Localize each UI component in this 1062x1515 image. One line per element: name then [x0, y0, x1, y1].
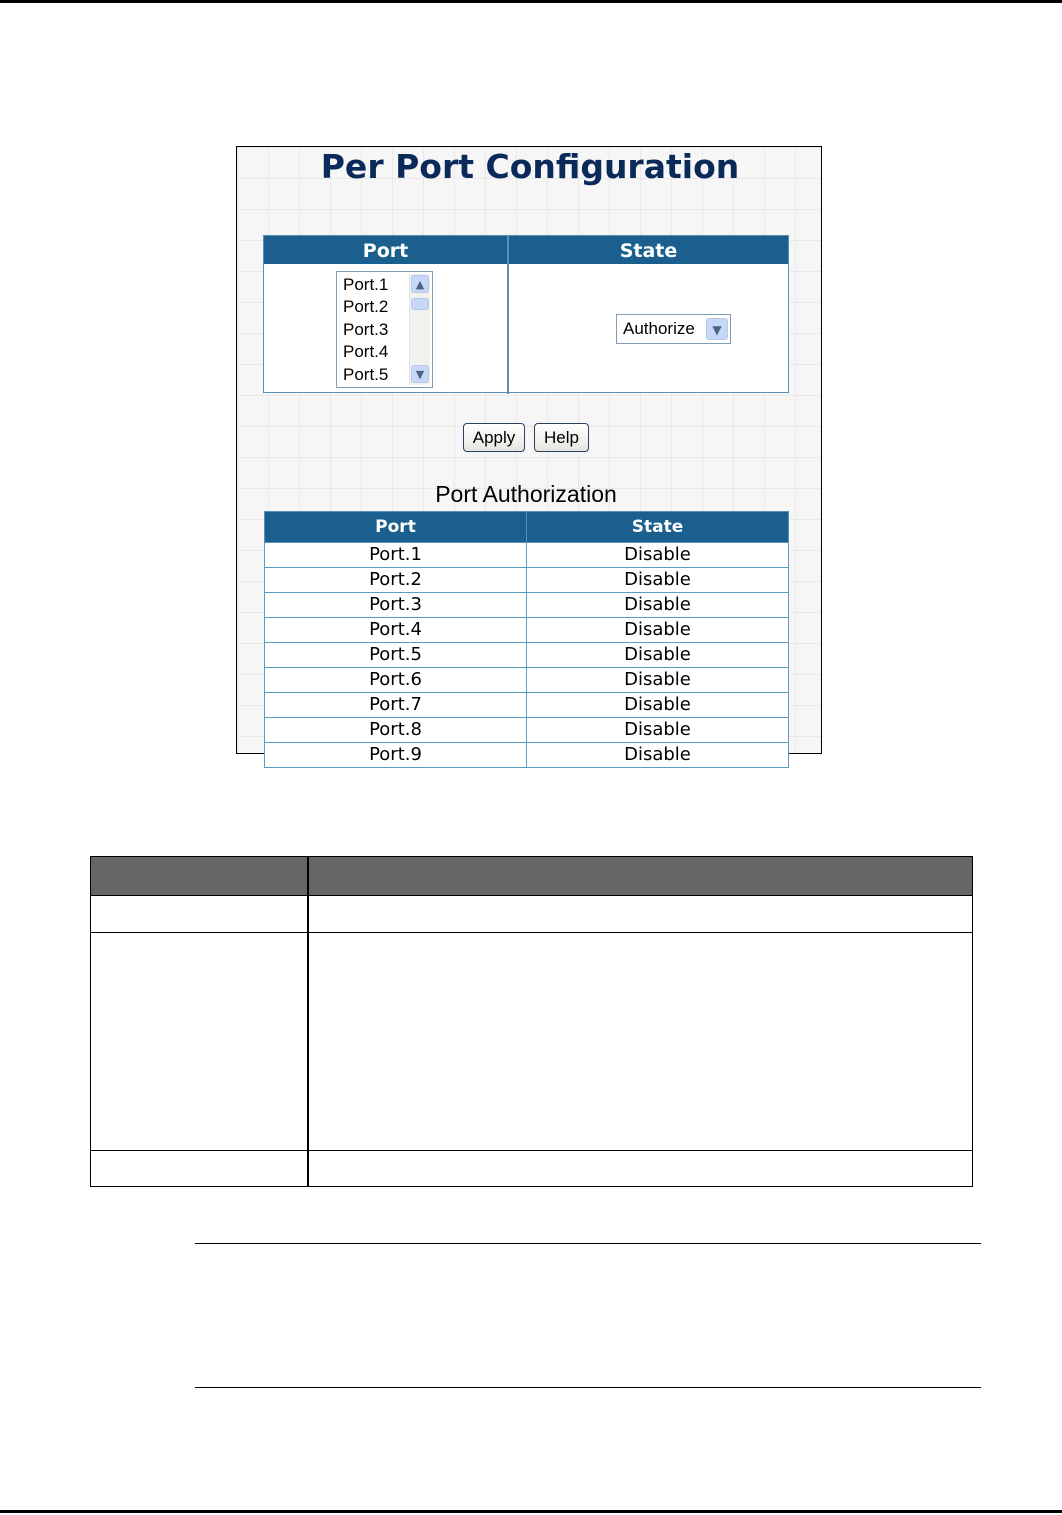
port-list-item[interactable]: Port.4 [343, 342, 389, 361]
table-row [265, 543, 789, 568]
note-top-rule [195, 1243, 981, 1244]
auth-port-cell: Port.6 [265, 668, 527, 693]
scroll-up-icon[interactable]: ▲ [411, 275, 429, 293]
page-bottom-rule [0, 1510, 1062, 1513]
description-table [90, 856, 973, 1187]
auth-port-cell: Port.7 [265, 693, 527, 718]
auth-state-cell: Disable [527, 618, 789, 643]
apply-button[interactable]: Apply [463, 423, 525, 452]
auth-state-cell: Disable [527, 743, 789, 768]
description-column-divider [307, 857, 309, 1186]
row-divider [91, 932, 972, 933]
table-row [265, 568, 789, 593]
row-divider [91, 895, 972, 896]
state-select[interactable] [616, 314, 731, 344]
auth-port-cell: Port.2 [265, 568, 527, 593]
port-list-item[interactable]: Port.5 [343, 365, 389, 384]
auth-port-cell: Port.8 [265, 718, 527, 743]
table-row [265, 668, 789, 693]
auth-port-cell: Port.4 [265, 618, 527, 643]
help-button[interactable]: Help [534, 423, 589, 452]
state-select-value: Authorize [623, 319, 695, 338]
auth-port-cell: Port.1 [265, 543, 527, 568]
table-row [265, 618, 789, 643]
auth-state-cell: Disable [527, 668, 789, 693]
scroll-down-icon[interactable]: ▼ [411, 365, 429, 383]
table-row [265, 743, 789, 768]
port-listbox[interactable] [336, 271, 433, 388]
auth-state-cell: Disable [527, 643, 789, 668]
table-row [265, 693, 789, 718]
auth-port-cell: Port.5 [265, 643, 527, 668]
auth-state-cell: Disable [527, 693, 789, 718]
auth-header-port: Port [265, 512, 527, 543]
port-authorization-title: Port Authorization [435, 481, 617, 507]
note-bottom-rule [195, 1387, 981, 1388]
config-column-divider [507, 236, 509, 394]
auth-state-cell: Disable [527, 593, 789, 618]
config-header-state: State [509, 236, 788, 266]
auth-state-cell: Disable [527, 568, 789, 593]
table-row [265, 643, 789, 668]
scroll-thumb[interactable] [411, 298, 429, 310]
table-row [265, 593, 789, 618]
row-divider [91, 1150, 972, 1151]
auth-header-state: State [527, 512, 789, 543]
auth-port-cell: Port.9 [265, 743, 527, 768]
auth-state-cell: Disable [527, 718, 789, 743]
config-header-port: Port [264, 236, 507, 266]
port-list-item[interactable]: Port.3 [343, 320, 389, 339]
page-title: Per Port Configuration [320, 147, 740, 186]
auth-port-cell: Port.3 [265, 593, 527, 618]
config-table [263, 235, 789, 393]
auth-state-cell: Disable [527, 543, 789, 568]
port-list-scrollbar[interactable] [409, 274, 430, 385]
port-authorization-table [264, 511, 789, 768]
port-list-item[interactable]: Port.1 [343, 275, 389, 294]
table-row [265, 718, 789, 743]
per-port-configuration-screenshot [236, 146, 822, 765]
chevron-down-icon[interactable]: ▼ [706, 318, 728, 340]
port-list-item[interactable]: Port.2 [343, 297, 389, 316]
description-table-header [91, 857, 972, 895]
page-top-rule [0, 0, 1062, 3]
